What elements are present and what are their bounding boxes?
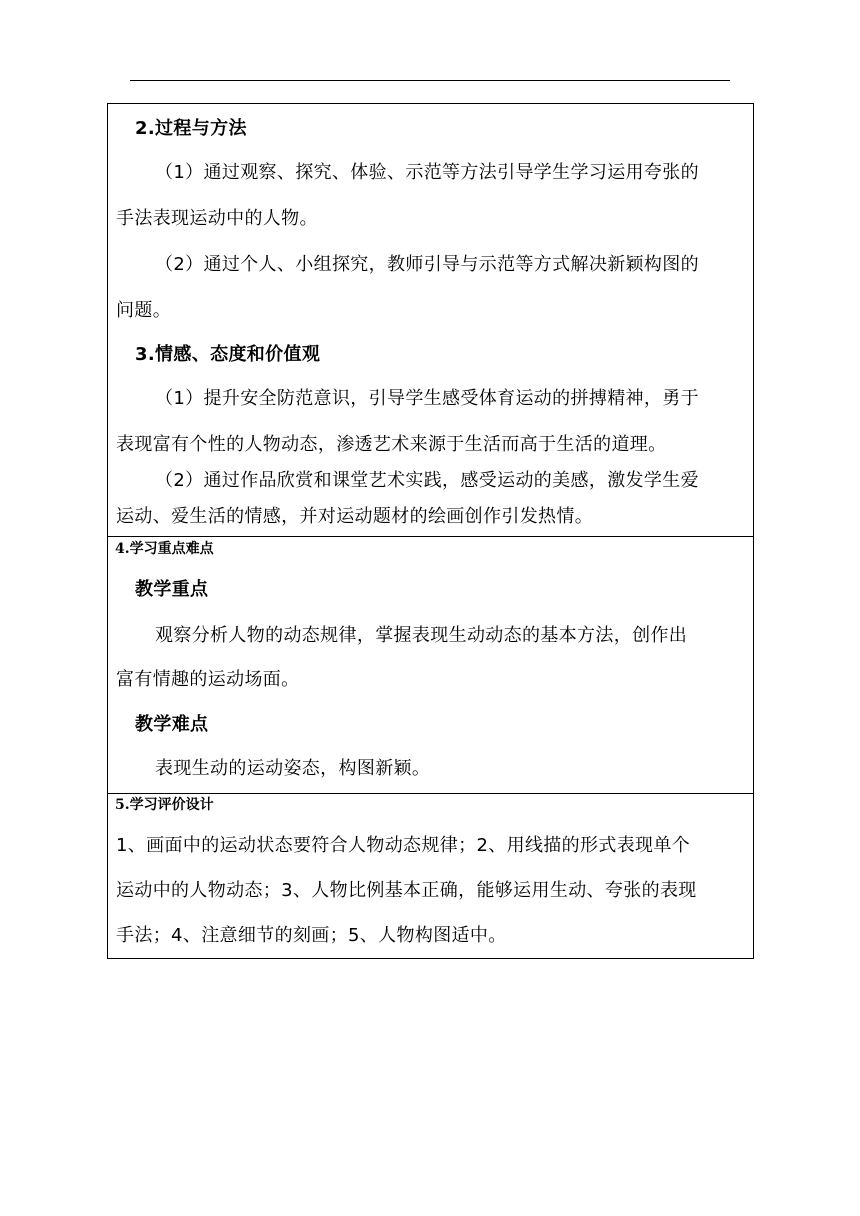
focus-line2: 富有情趣的运动场面。 bbox=[116, 669, 300, 690]
process-methods-row bbox=[108, 104, 754, 537]
evaluation-content bbox=[108, 794, 753, 958]
values-item2-line2: 运动、爱生活的情感，并对运动题材的绘画创作引发热情。 bbox=[116, 506, 594, 527]
evaluation-title: 5.学习评价设计 bbox=[115, 797, 214, 813]
lesson-plan-table bbox=[107, 103, 754, 959]
process-methods-content bbox=[108, 104, 753, 536]
key-points-cell bbox=[108, 537, 754, 794]
focus-heading: 教学重点 bbox=[135, 579, 209, 600]
values-heading: 3.情感、态度和价值观 bbox=[135, 344, 321, 365]
header-rule bbox=[130, 80, 730, 81]
process-methods-cell bbox=[108, 104, 754, 537]
focus-line1: 观察分析人物的动态规律，掌握表现生动动态的基本方法，创作出 bbox=[155, 625, 688, 646]
values-item1-line1: （1）提升安全防范意识，引导学生感受体育运动的拼搏精神，勇于 bbox=[155, 388, 699, 409]
difficulty-line1: 表现生动的运动姿态，构图新颖。 bbox=[155, 758, 431, 779]
process-item2-line1: （2）通过个人、小组探究，教师引导与示范等方式解决新颖构图的 bbox=[155, 254, 699, 275]
values-item2-line1: （2）通过作品欣赏和课堂艺术实践，感受运动的美感，激发学生爱 bbox=[155, 470, 699, 491]
key-points-title: 4.学习重点难点 bbox=[115, 541, 214, 557]
process-item2-line2: 问题。 bbox=[116, 300, 172, 321]
evaluation-cell bbox=[108, 794, 754, 959]
process-methods-heading: 2.过程与方法 bbox=[135, 118, 247, 139]
evaluation-row bbox=[108, 794, 754, 959]
evaluation-line3: 手法；4、注意细节的刻画；5、人物构图适中。 bbox=[116, 925, 507, 946]
values-item1-line2: 表现富有个性的人物动态，渗透艺术来源于生活而高于生活的道理。 bbox=[116, 434, 667, 455]
evaluation-line1: 1、画面中的运动状态要符合人物动态规律；2、用线描的形式表现单个 bbox=[116, 835, 691, 856]
process-item1-line2: 手法表现运动中的人物。 bbox=[116, 208, 318, 229]
key-points-row bbox=[108, 537, 754, 794]
difficulty-heading: 教学难点 bbox=[135, 714, 209, 735]
key-points-content bbox=[108, 537, 753, 793]
evaluation-line2: 运动中的人物动态；3、人物比例基本正确，能够运用生动、夸张的表现 bbox=[116, 880, 697, 901]
process-item1-line1: （1）通过观察、探究、体验、示范等方法引导学生学习运用夸张的 bbox=[155, 162, 699, 183]
